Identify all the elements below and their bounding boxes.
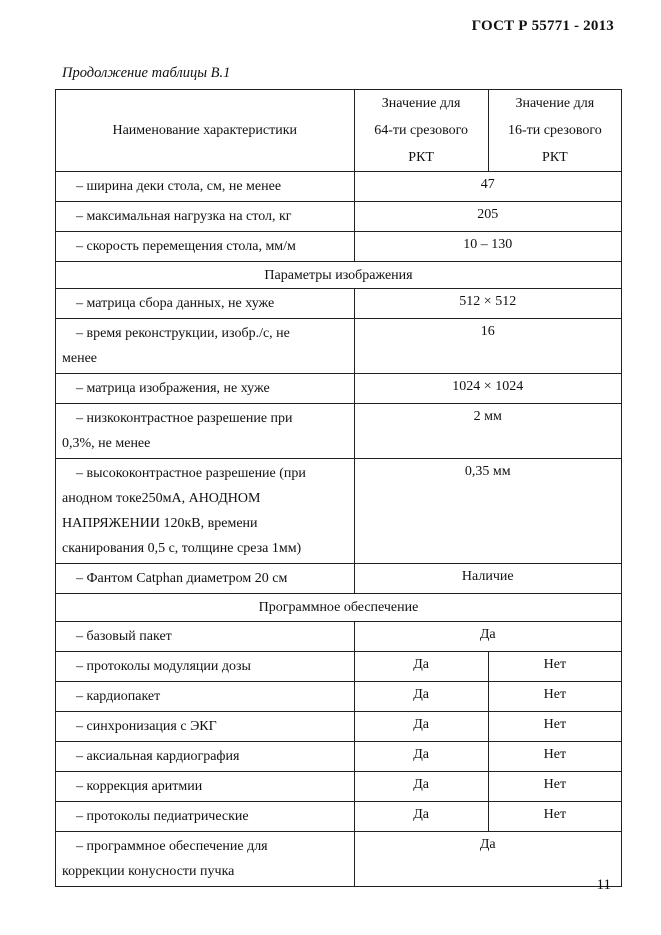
row-value-64: Да xyxy=(354,652,488,682)
table-row xyxy=(56,802,622,832)
table-row xyxy=(56,289,622,319)
header-64-line-3: РКТ xyxy=(408,150,434,165)
table-row xyxy=(56,832,622,887)
row-name-line: – время реконструкции, изобр./с, не xyxy=(76,326,290,341)
row-value-16: Нет xyxy=(488,712,621,742)
row-name-text: – коррекция аритмии xyxy=(76,779,203,794)
row-value: Да xyxy=(354,832,621,887)
header-16-line-1: Значение для xyxy=(515,96,595,111)
spec-table xyxy=(55,89,622,887)
page-number: 11 xyxy=(596,877,611,893)
header-64-slice xyxy=(354,90,488,172)
row-value: 47 xyxy=(354,172,621,202)
header-16-line-2: 16-ти срезового xyxy=(508,123,602,138)
row-name-text: – Фантом Catphan диаметром 20 см xyxy=(76,571,288,586)
row-name xyxy=(56,172,355,202)
row-name-text: – аксиальная кардиография xyxy=(76,749,240,764)
row-name xyxy=(56,289,355,319)
row-name xyxy=(56,652,355,682)
section-title: Параметры изображения xyxy=(56,262,622,289)
row-value-64: Да xyxy=(354,802,488,832)
header-64-line-1: Значение для xyxy=(381,96,461,111)
row-value-64: Да xyxy=(354,742,488,772)
header-64-line-2: 64-ти срезового xyxy=(374,123,468,138)
row-value: 0,35 мм xyxy=(354,459,621,564)
row-value: 2 мм xyxy=(354,404,621,459)
header-16-line-3: РКТ xyxy=(542,150,568,165)
row-value: 205 xyxy=(354,202,621,232)
header-name-text: Наименование характеристики xyxy=(112,122,298,138)
row-name-text: – базовый пакет xyxy=(76,629,172,644)
section-row-software xyxy=(56,594,622,622)
row-name-line: 0,3%, не менее xyxy=(62,436,151,451)
row-value-64: Да xyxy=(354,712,488,742)
row-name-line: анодном токе250мА, АНОДНОМ xyxy=(62,491,261,506)
table-row xyxy=(56,564,622,594)
table-row xyxy=(56,772,622,802)
row-name xyxy=(56,772,355,802)
row-name xyxy=(56,404,355,459)
row-name xyxy=(56,622,355,652)
table-row xyxy=(56,652,622,682)
table-row xyxy=(56,459,622,564)
row-name xyxy=(56,742,355,772)
row-name-text: – скорость перемещения стола, мм/м xyxy=(76,239,296,254)
table-row xyxy=(56,374,622,404)
row-name xyxy=(56,712,355,742)
table-row xyxy=(56,319,622,374)
row-name xyxy=(56,459,355,564)
row-name-line: менее xyxy=(62,351,97,366)
row-value-16: Нет xyxy=(488,682,621,712)
document-header: ГОСТ Р 55771 - 2013 xyxy=(471,18,614,34)
table-row xyxy=(56,622,622,652)
table-row xyxy=(56,404,622,459)
row-name-text: – протоколы модуляции дозы xyxy=(76,659,251,674)
row-name-text: – ширина деки стола, см, не менее xyxy=(76,179,282,194)
table-header-row xyxy=(56,90,622,172)
row-name-line: – низкоконтрастное разрешение при xyxy=(76,411,293,426)
row-name xyxy=(56,319,355,374)
header-name xyxy=(56,90,355,172)
table-row xyxy=(56,742,622,772)
table-row xyxy=(56,232,622,262)
table-continuation-caption: Продолжение таблицы В.1 xyxy=(62,65,231,81)
row-value: 1024 × 1024 xyxy=(354,374,621,404)
table-row xyxy=(56,172,622,202)
row-value-16: Нет xyxy=(488,652,621,682)
table-row xyxy=(56,682,622,712)
row-value: Да xyxy=(354,622,621,652)
row-name-text: – кардиопакет xyxy=(76,689,161,704)
row-value-16: Нет xyxy=(488,742,621,772)
row-name-line: – высококонтрастное разрешение (при xyxy=(76,466,306,481)
header-16-slice xyxy=(488,90,621,172)
section-row-image xyxy=(56,262,622,289)
row-value-16: Нет xyxy=(488,772,621,802)
row-value: 512 × 512 xyxy=(354,289,621,319)
row-name xyxy=(56,564,355,594)
table-row xyxy=(56,202,622,232)
row-name xyxy=(56,232,355,262)
table-row xyxy=(56,712,622,742)
row-name xyxy=(56,832,355,887)
row-value: Наличие xyxy=(354,564,621,594)
row-name-line: коррекции конусности пучка xyxy=(62,864,235,879)
row-name xyxy=(56,374,355,404)
row-name xyxy=(56,202,355,232)
row-value-16: Нет xyxy=(488,802,621,832)
row-value: 10 – 130 xyxy=(354,232,621,262)
row-name-line: сканирования 0,5 с, толщине среза 1мм) xyxy=(62,541,302,556)
row-name xyxy=(56,682,355,712)
row-name-text: – синхронизация с ЭКГ xyxy=(76,719,217,734)
row-name xyxy=(56,802,355,832)
section-title: Программное обеспечение xyxy=(56,594,622,622)
row-name-text: – матрица изображения, не хуже xyxy=(76,381,270,396)
row-name-text: – протоколы педиатрические xyxy=(76,809,249,824)
row-value: 16 xyxy=(354,319,621,374)
row-value-64: Да xyxy=(354,772,488,802)
row-name-text: – максимальная нагрузка на стол, кг xyxy=(76,209,292,224)
row-name-line: НАПРЯЖЕНИИ 120кВ, времени xyxy=(62,516,258,531)
row-value-64: Да xyxy=(354,682,488,712)
row-name-line: – программное обеспечение для xyxy=(76,839,268,854)
row-name-text: – матрица сбора данных, не хуже xyxy=(76,296,275,311)
